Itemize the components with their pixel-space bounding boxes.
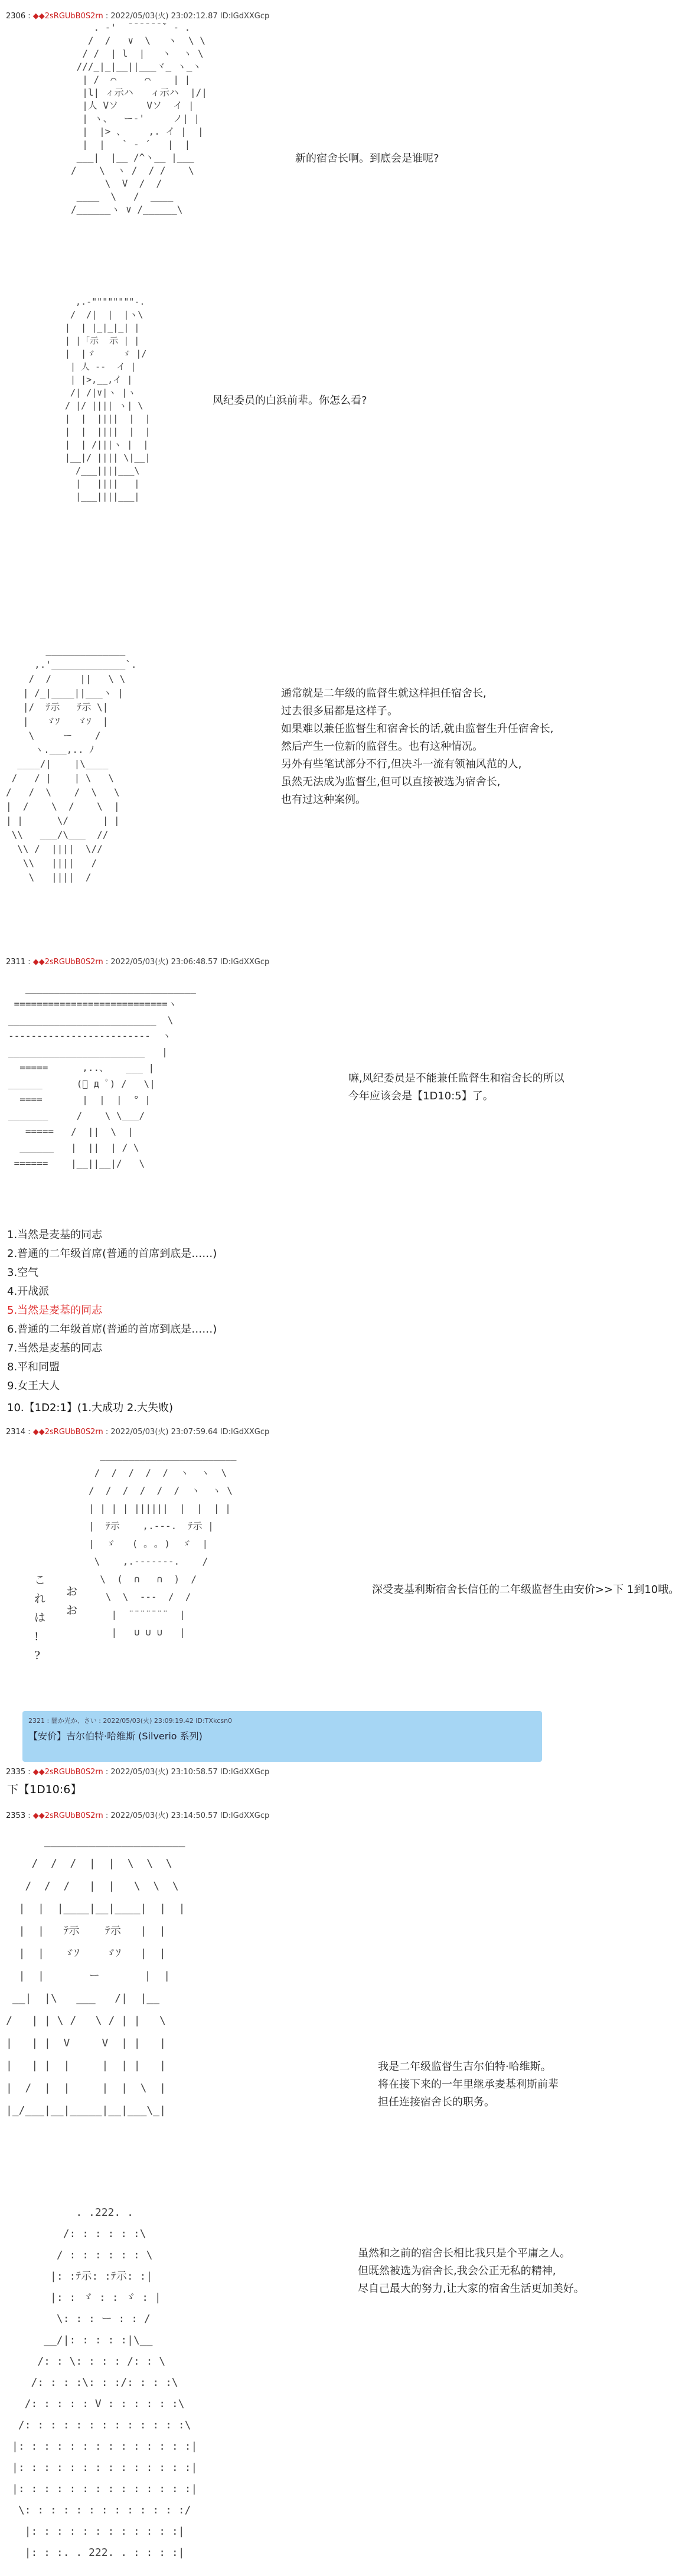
poster-name: ◆2sRGUbB0S2rn bbox=[38, 12, 103, 21]
post-header: 2314 : ◆◆2sRGUbB0S2rn : 2022/05/03(火) 23:07:59.64 ID:lGdXXGcp bbox=[6, 1428, 270, 1436]
trip-diamond-icon: ◆ bbox=[32, 1428, 39, 1436]
dialogue-block bbox=[281, 685, 553, 809]
option-list bbox=[7, 1226, 217, 1396]
post-date: 2022/05/03(火) 23:02:12.87 bbox=[110, 12, 218, 21]
option-item: 6.普通的二年级首席(普通的首席到底是……) bbox=[7, 1323, 217, 1336]
sfx-char: ! bbox=[34, 1630, 39, 1643]
poster-name: ◆2sRGUbB0S2rn bbox=[38, 1428, 103, 1436]
ascii-art-character-2: ,.‐""""""""‐. / /| | |ヽ\ | | |_|_|_| | | |「示 示 | | | |ゞ ゞ |/ | 人 ‐‐ イ | | |>,__,イ | /| /|∨|ヽ |ヽ / |/ |||| ヽ| \ | | |||| | | | | |||| | | | | /|||ヽ | | |__|/ |||| \|__| /___||||___\ | |||| | |___||||___| bbox=[65, 296, 151, 502]
poster-name: ◆2sRGUbB0S2rn bbox=[38, 958, 103, 967]
trip-diamond-icon: ◆ bbox=[32, 12, 39, 21]
dialogue-block bbox=[378, 2058, 559, 2111]
ascii-art-scene-4: ______________________________ ===========================ヽ __________________________ \ ------------------------- ヽ ________________________ | ===== ,..、 ___ | ______ (ﾟ д ﾟ) / \| ==== | | | ° | _______ / \ \___/ ===== / || \ | ______ | || | / \ ====== |__||__|/ \ bbox=[8, 982, 196, 1169]
ascii-art-character-6: ______________________ / / / | | \ \ \ / / / | | \ \ \ | | |____|__|____| | | | | ﾃ示 ﾃ示 | | | | ゞｿ ゞｿ | | | | ー | | __| |\ ___ /| |__ / | | \ / \ / | | \ | | | V V | | | | | | | | | | | | / | | | | \ | |_/___|__|_____|__|___\_| bbox=[6, 1835, 185, 2117]
dialogue-line: 将在接下来的一年里继承麦基利斯前辈 bbox=[378, 2078, 559, 2091]
dice-roll-line: 10.【1D2:1】(1.大成功 2.大失败) bbox=[7, 1402, 174, 1414]
dialogue-line: 新的宿舍长啊。到底会是谁呢? bbox=[295, 152, 439, 165]
sfx-char: は bbox=[34, 1611, 46, 1624]
post-number[interactable]: 2335 bbox=[6, 1768, 26, 1777]
option-item: 4.开战派 bbox=[7, 1285, 50, 1298]
quoted-post-header: 2321 : 闇か光か、さい : 2022/05/03(火) 23:09:19.42 ID:TXkcsn0 bbox=[28, 1717, 233, 1725]
post-id[interactable]: ID:lGdXXGcp bbox=[220, 1768, 270, 1777]
poster-name: ◆2sRGUbB0S2rn bbox=[38, 1811, 103, 1820]
dialogue-line: 今年应该会是【1D10:5】了。 bbox=[348, 1090, 494, 1102]
dialogue-line: 嘛,风纪委员是不能兼任监督生和宿舍长的所以 bbox=[348, 1072, 564, 1085]
option-item: 2.普通的二年级首席(普通的首席到底是……) bbox=[7, 1248, 217, 1260]
dialogue-line: 另外有些笔试部分不行,但决斗一流有领袖风范的人, bbox=[281, 758, 522, 770]
option-item: 8.平和同盟 bbox=[7, 1361, 60, 1373]
post-header: 2306 : ◆◆2sRGUbB0S2rn : 2022/05/03(火) 23:02:12.87 ID:lGdXXGcp bbox=[6, 12, 270, 21]
option-item: 3.空气 bbox=[7, 1266, 39, 1279]
post-date: 2022/05/03(火) 23:07:59.64 bbox=[110, 1428, 218, 1436]
post-id[interactable]: ID:lGdXXGcp bbox=[220, 1811, 270, 1820]
dialogue-block bbox=[348, 1070, 564, 1105]
dialogue-line: 也有过这种案例。 bbox=[281, 794, 366, 806]
option-item: 7.当然是麦基的同志 bbox=[7, 1342, 103, 1354]
dialogue-line: 风纪委员的白浜前辈。你怎么看? bbox=[213, 394, 367, 407]
dialogue-line: 我是二年级监督生吉尔伯特·哈维斯。 bbox=[378, 2061, 551, 2073]
quoted-post-text: 【安价】吉尔伯特·哈维斯 (Silverio 系列) bbox=[28, 1731, 203, 1742]
sfx-char: お bbox=[66, 1585, 78, 1598]
sfx-char: お bbox=[66, 1604, 78, 1617]
ascii-art-character-5: ________________________ / / / / / ヽ ヽ \ / / / / / / ヽ ヽ \ | | | | |||||| | | | | | ﾃ示 ,.‐‐‐. ﾃ示 | | ゞ ( ｡ ｡ ) ゞ | \ ,.‐‐‐‐‐‐‐. / \ ( ∩ ∩ ) / \ \ ‐‐‐ / / | ¨¨¨¨¨¨¨ | | ∪ ∪ ∪ | bbox=[89, 1449, 237, 1638]
dialogue-line: 虽然无法成为监督生,但可以直接被选为宿舍长, bbox=[281, 776, 501, 788]
post-date: 2022/05/03(火) 23:10:58.57 bbox=[110, 1768, 218, 1777]
post-id[interactable]: ID:lGdXXGcp bbox=[220, 12, 270, 21]
post-date: 2022/05/03(火) 23:06:48.57 bbox=[110, 958, 218, 967]
option-item: 9.女王大人 bbox=[7, 1380, 60, 1392]
dialogue-line: 然后产生一位新的监督生。也有这种情况。 bbox=[281, 740, 483, 753]
option-item-selected: 5.当然是麦基的同志 bbox=[7, 1304, 103, 1317]
dialogue-line: 深受麦基利斯宿舍长信任的二年级监督生由安价>>下 1到10哦。 bbox=[372, 1584, 679, 1596]
ascii-art-character-7: . .222. . /: : : : : :\ / : : : : : : \ |: :ﾃ示: :ﾃ示: :| |: : ゞ : : ゞ : | \: : : ー : : / __/|: : : : :|\__ /: : \: : : : /: : \ /: : : :\: : :/: : : :\ /: : : : : V : : : : : :\ /: : : : : : : : : : : : :\ |: : : : : : : : : : : : : :| |: : : : : : : : : : : : : :| |: : : : : : : : : : : : : :| \: : : : : : : : : : : : :/ |: : : : : : : : : : : :| |: : :. . 222. . : : : :| bbox=[12, 2206, 198, 2559]
post-number[interactable]: 2311 bbox=[6, 958, 26, 967]
post-date: 2022/05/03(火) 23:14:50.57 bbox=[110, 1811, 218, 1820]
post-header: 2335 : ◆◆2sRGUbB0S2rn : 2022/05/03(火) 23:10:58.57 ID:lGdXXGcp bbox=[6, 1768, 270, 1777]
quoted-post[interactable] bbox=[22, 1711, 542, 1762]
trip-diamond-icon: ◆ bbox=[32, 1811, 39, 1820]
dice-roll-line: 下【1D10:6】 bbox=[7, 1783, 82, 1796]
sfx-char: こ bbox=[34, 1573, 46, 1586]
poster-name: ◆2sRGUbB0S2rn bbox=[38, 1768, 103, 1777]
post-id[interactable]: ID:lGdXXGcp bbox=[220, 1428, 270, 1436]
trip-diamond-icon: ◆ bbox=[32, 958, 39, 967]
trip-diamond-icon: ◆ bbox=[32, 1768, 39, 1777]
dialogue-line: 但既然被选为宿舍长,我会公正无私的精神, bbox=[358, 2265, 556, 2277]
post-id[interactable]: ID:lGdXXGcp bbox=[220, 958, 270, 967]
post-number[interactable]: 2306 bbox=[6, 12, 26, 21]
dialogue-block bbox=[358, 2245, 585, 2298]
option-item: 1.当然是麦基的同志 bbox=[7, 1229, 103, 1241]
dialogue-line: 过去很多届都是这样子。 bbox=[281, 705, 398, 717]
sfx-char: ? bbox=[34, 1649, 41, 1662]
dialogue-line: 通常就是二年级的监督生就这样担任宿舍长, bbox=[281, 687, 487, 700]
dialogue-line: 担任连接宿舍长的职务。 bbox=[378, 2096, 495, 2108]
post-header: 2311 : ◆◆2sRGUbB0S2rn : 2022/05/03(火) 23:06:48.57 ID:lGdXXGcp bbox=[6, 958, 270, 967]
dialogue-line: 如果难以兼任监督生和宿舍长的话,就由监督生升任宿舍长, bbox=[281, 723, 554, 735]
sfx-text bbox=[66, 1582, 77, 1620]
dialogue-line: 尽自己最大的努力,让大家的宿舍生活更加美好。 bbox=[358, 2283, 585, 2295]
ascii-art-character-1: . ‐' ̄ ̄ ̄ ̄ ̄ ̄ ̄` ‐ . / / ∨ \ ヽ \ \ / / | l | ヽ ヽ \ ///_|_|__||___ヾ_ ヽ_ヽ | / ⌒ ⌒ | | |l| ィ示ハ ィ示ハ |/| |人 Vソ Vソ イ | | ヽ、 ー‐' ノ| | | |> 、 ,. イ | | | | ` ‐ ´ | | ___| |__ /^ヽ__ |___ / \ ヽ / / / \ \ V / / ____ \ / ____ /______ヽ ∨ /______\ bbox=[71, 22, 207, 215]
sfx-text bbox=[34, 1571, 45, 1665]
post-number[interactable]: 2314 bbox=[6, 1428, 26, 1436]
post-number[interactable]: 2353 bbox=[6, 1811, 26, 1820]
dialogue-line: 虽然和之前的宿舍长相比我只是个平庸之人。 bbox=[358, 2247, 570, 2260]
sfx-char: れ bbox=[34, 1592, 46, 1605]
post-header: 2353 : ◆◆2sRGUbB0S2rn : 2022/05/03(火) 23:14:50.57 ID:lGdXXGcp bbox=[6, 1811, 270, 1820]
ascii-art-character-3: ______________ ,.'_____________`. / / || \ \ | /_|____||___ヽ | |/ ﾃ示 ﾃ示 \| | ゞｿ ゞｿ | \ ー / ヽ.___,.. ﾉ ____/| |\____ / / | | \ \ / / \ / \ \ | / \ / \ | | | \/ | | \\ ___/\___ // \\ / |||| \// \\ |||| / \ |||| / bbox=[6, 645, 137, 883]
